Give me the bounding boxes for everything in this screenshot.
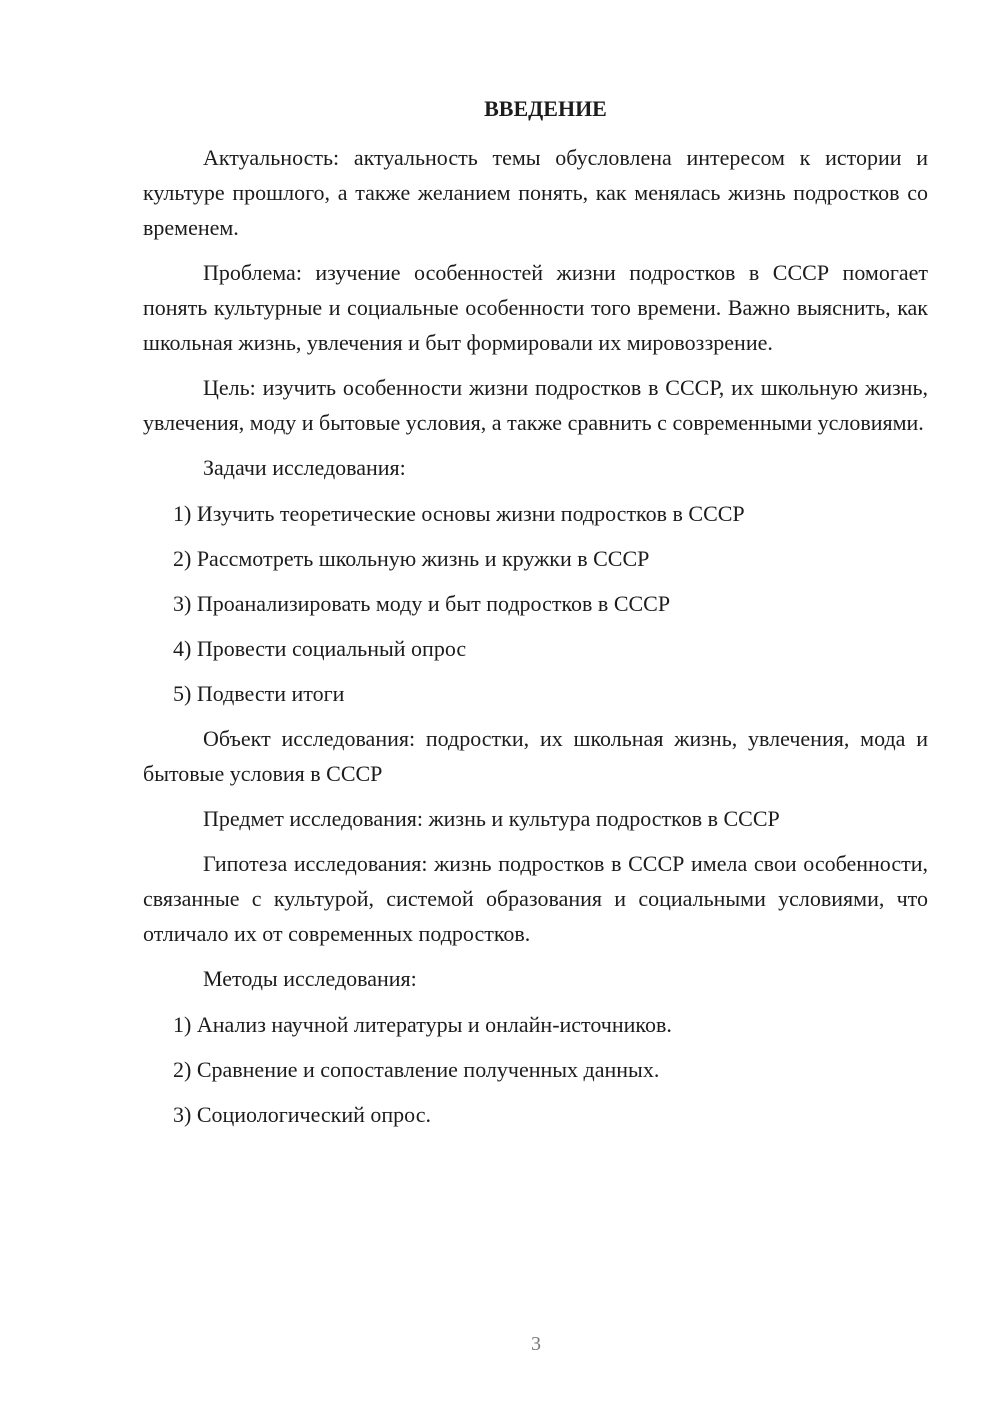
list-item: 2) Сравнение и сопоставление полученных данных.	[173, 1057, 660, 1082]
list-item: 3) Социологический опрос.	[173, 1102, 431, 1127]
list-item: 2) Рассмотреть школьную жизнь и кружки в СССР	[173, 546, 650, 571]
list-item: 5) Подвести итоги	[173, 681, 345, 706]
hypothesis-paragraph: Гипотеза исследования: жизнь подростков в СССР имела свои особенности, связанные с культурой, системой образования и социальными условиями, что отличало их от современных подростков.	[143, 851, 928, 946]
list-item: 1) Анализ научной литературы и онлайн-источников.	[173, 1012, 672, 1037]
problem-paragraph: Проблема: изучение особенностей жизни подростков в СССР помогает понять культурные и социальные особенности того времени. Важно выяснить, как школьная жизнь, увлечения и быт формировали их мировоззрение.	[143, 260, 928, 355]
methods-list	[143, 1007, 928, 1132]
subject-paragraph: Предмет исследования: жизнь и культура подростков в СССР	[203, 806, 780, 831]
object-paragraph: Объект исследования: подростки, их школьная жизнь, увлечения, мода и бытовые условия в СССР	[143, 726, 928, 786]
relevance-paragraph: Актуальность: актуальность темы обусловлена интересом к истории и культуре прошлого, а также желанием понять, как менялась жизнь подростков со временем.	[143, 145, 928, 240]
goal-paragraph: Цель: изучить особенности жизни подростков в СССР, их школьную жизнь, увлечения, моду и бытовые условия, а также сравнить с современными условиями.	[143, 375, 928, 435]
document-page	[143, 94, 928, 1142]
tasks-label: Задачи исследования:	[203, 455, 406, 480]
methods-label: Методы исследования:	[203, 966, 417, 991]
section-title: ВВЕДЕНИЕ	[484, 96, 607, 121]
tasks-list	[143, 496, 928, 711]
list-item: 3) Проанализировать моду и быт подростков в СССР	[173, 591, 671, 616]
page-number: 3	[531, 1333, 541, 1355]
list-item: 4) Провести социальный опрос	[173, 636, 467, 661]
list-item: 1) Изучить теоретические основы жизни подростков в СССР	[173, 501, 745, 526]
